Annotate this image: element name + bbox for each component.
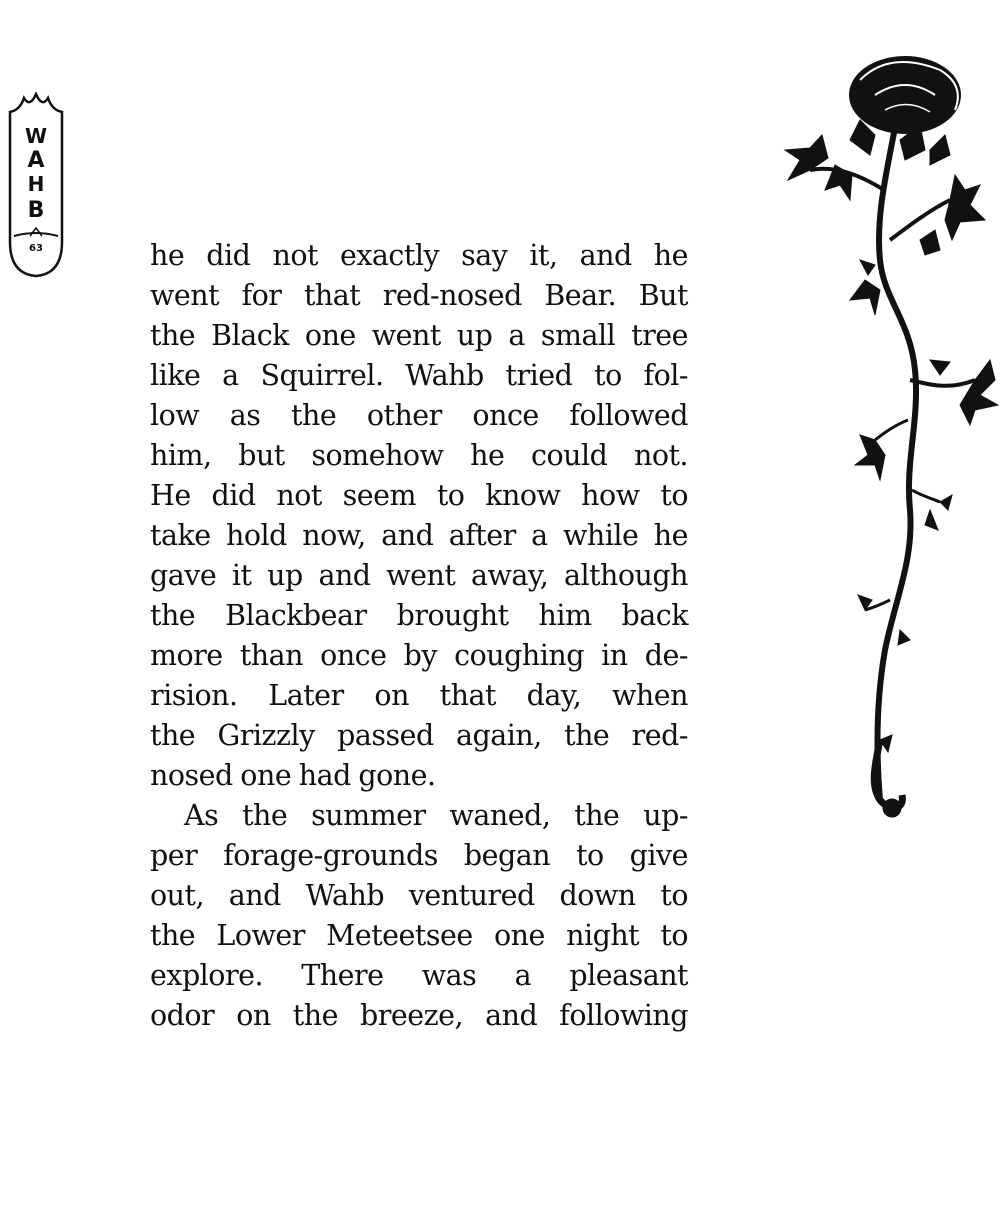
- text-line: he did not exactly say it, and he: [150, 239, 688, 272]
- text-line: like a Squirrel. Wahb tried to fol-: [150, 359, 688, 392]
- text-line: take hold now, and after a while he: [150, 519, 688, 552]
- text-line: rision. Later on that day, when: [150, 679, 688, 712]
- text-line: more than once by coughing in de-: [150, 639, 688, 672]
- text-line: As the summer waned, the up-: [184, 799, 688, 832]
- text-line: He did not seem to know how to: [150, 479, 688, 512]
- text-line: out, and Wahb ventured down to: [150, 879, 688, 912]
- text-line: the Black one went up a small tree: [150, 319, 688, 352]
- rose-vine-illustration: [780, 40, 1000, 830]
- body-text: [150, 236, 688, 1036]
- text-line: low as the other once followed: [150, 399, 688, 432]
- text-line: nosed one had gone.: [150, 759, 436, 792]
- page-number: 63: [29, 243, 43, 254]
- text-line: odor on the breeze, and following: [150, 999, 688, 1032]
- text-line: went for that red-nosed Bear. But: [150, 279, 688, 312]
- chapter-badge: [6, 92, 66, 280]
- badge-letter-b: B: [27, 198, 45, 223]
- badge-letter-a: A: [27, 148, 45, 173]
- badge-letter-w: W: [24, 124, 48, 148]
- text-line: the Lower Meteetsee one night to: [150, 919, 688, 952]
- text-line: per forage-grounds began to give: [150, 839, 688, 872]
- text-line: the Grizzly passed again, the red-: [150, 719, 688, 752]
- text-line: explore. There was a pleasant: [150, 959, 688, 992]
- text-line: gave it up and went away, although: [150, 559, 688, 592]
- text-line: the Blackbear brought him back: [150, 599, 688, 632]
- badge-letter-h: H: [27, 172, 45, 196]
- text-line: him, but somehow he could not.: [150, 439, 688, 472]
- rose-vine-icon: [780, 40, 1000, 830]
